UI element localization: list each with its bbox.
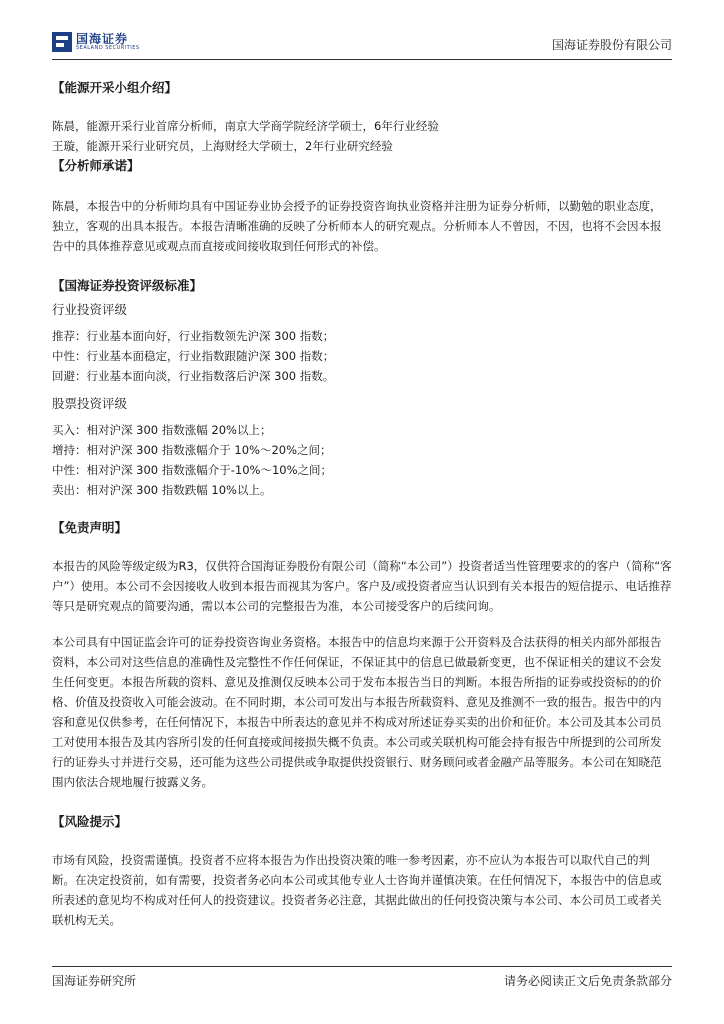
team-member-1: 陈晨，能源开采行业首席分析师，南京大学商学院经济学硕士，6年行业经验 bbox=[52, 119, 439, 133]
company-name: 国海证券股份有限公司 bbox=[551, 38, 672, 52]
industry-rating-1: 推荐：行业基本面向好，行业指数领先沪深 300 指数； bbox=[52, 329, 335, 343]
page-header bbox=[52, 30, 672, 58]
footer-divider bbox=[52, 966, 672, 967]
team-section-title: 【能源开采小组介绍】 bbox=[52, 80, 178, 95]
rating-section-title: 【国海证券投资评级标准】 bbox=[52, 278, 203, 293]
industry-rating-3: 回避：行业基本面向淡，行业指数落后沪深 300 指数。 bbox=[52, 369, 335, 383]
stock-rating-subtitle: 股票投资评级 bbox=[52, 396, 128, 411]
promise-text: 陈晨，本报告中的分析师均具有中国证券业协会授予的证券投资咨询执业资格并注册为证券分析师，以勤勉的职业态度，独立，客观的出具本报告。本报告清晰准确的反映了分析师本人的研究观点。分析师本人不曾因，不因，也将不会因本报告中的具体推荐意见或观点而直接或间接收取到任何形式的补偿。 bbox=[52, 199, 662, 253]
team-member-2: 王璇，能源开采行业研究员，上海财经大学硕士，2年行业研究经验 bbox=[52, 139, 393, 153]
risk-section-title: 【风险提示】 bbox=[52, 814, 128, 829]
footer-disclaimer-note: 请务必阅读正文后免责条款部分 bbox=[503, 974, 672, 988]
disclaimer-section-title: 【免责声明】 bbox=[52, 520, 128, 535]
stock-rating-4: 卖出：相对沪深 300 指数跌幅 10%以上。 bbox=[52, 483, 272, 497]
industry-rating-2: 中性：行业基本面稳定，行业指数跟随沪深 300 指数； bbox=[52, 349, 335, 363]
risk-text: 市场有风险，投资需谨慎。投资者不应将本报告为作出投资决策的唯一参考因素，亦不应认为本报告可以取代自己的判断。在决定投资前，如有需要，投资者务必向本公司或其他专业人士咨询并谨慎决策。在任何情况下，本报告中的信息或所表述的意见均不构成对任何人的投资建议。投资者务必注意，其据此做出的任何投资决策与本公司、本公司员工或者关联机构无关。 bbox=[52, 853, 662, 927]
disclaimer-paragraph-1: 本报告的风险等级定级为R3，仅供符合国海证券股份有限公司（简称“本公司”）投资者适当性管理要求的的客户（简称“客户”）使用。本公司不会因接收人收到本报告而视其为客户。客户及/或投资者应当认识到有关本报告的短信提示、电话推荐等只是研究观点的简要沟通，需以本公司的完整报告为准，本公司接受客户的后续问询。 bbox=[52, 559, 672, 613]
logo-chinese-text: 国海证券 bbox=[76, 32, 129, 46]
logo-mark-icon bbox=[52, 32, 72, 52]
disclaimer-paragraph-2: 本公司具有中国证监会许可的证券投资咨询业务资格。本报告中的信息均来源于公开资料及合法获得的相关内部外部报告资料，本公司对这些信息的准确性及完整性不作任何保证，不保证其中的信息已做最新变更，也不保证相关的建议不会发生任何变更。本报告所载的资料、意见及推测仅反映本公司于发布本报告当日的判断。本报告所指的证券或投资标的的价格、价值及投资收入可能会波动。在不同时期，本公司可发出与本报告所载资料、意见及推测不一致的报告。报告中的内容和意见仅供参考，在任何情况下，本报告中所表达的意见并不构成对所述证券买卖的出价和征价。本公司及其本公司员工对使用本报告及其内容所引发的任何直接或间接损失概不负责。本公司或关联机构可能会持有报告中所提到的公司所发行的证券头寸并进行交易，还可能为这些公司提供或争取提供投资银行、财务顾问或者金融产品等服务。本公司在知晓范围内依法合规地履行披露义务。 bbox=[52, 635, 662, 789]
company-logo bbox=[52, 32, 140, 52]
industry-rating-subtitle: 行业投资评级 bbox=[52, 302, 128, 317]
promise-section-title: 【分析师承诺】 bbox=[52, 158, 140, 173]
header-divider bbox=[52, 59, 672, 60]
stock-rating-2: 增持：相对沪深 300 指数涨幅介于 10%～20%之间； bbox=[52, 443, 332, 457]
logo-english-text: SEALAND SECURITIES bbox=[76, 45, 140, 51]
page-content bbox=[52, 78, 672, 930]
stock-rating-1: 买入：相对沪深 300 指数涨幅 20%以上； bbox=[52, 423, 272, 437]
footer-institute: 国海证券研究所 bbox=[52, 974, 137, 988]
stock-rating-3: 中性：相对沪深 300 指数涨幅介于-10%～10%之间； bbox=[52, 463, 333, 477]
